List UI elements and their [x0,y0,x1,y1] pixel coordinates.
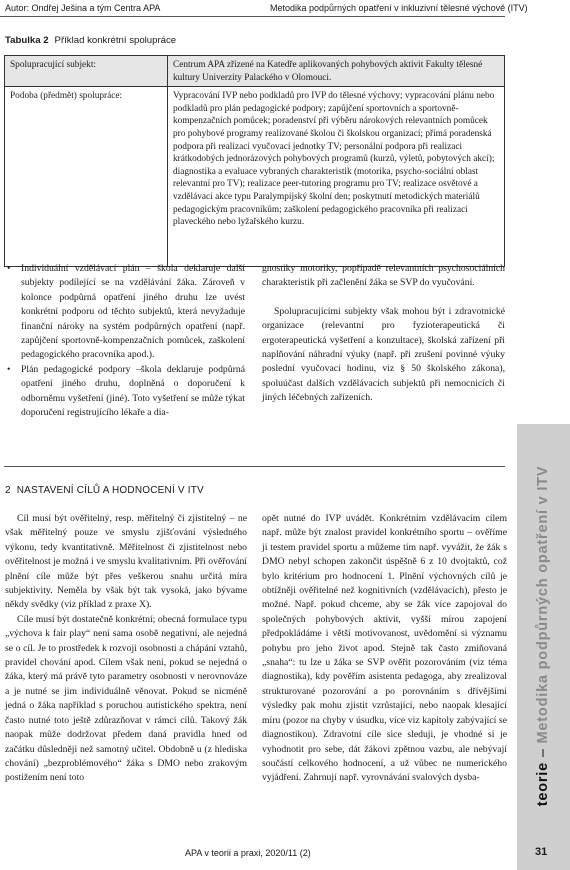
paragraph: gnostiky motoriky, popřípadě relevantních psychosociálních charakteristik při začlenění žáka se SVP do vyučování. [262,263,505,289]
bottom-left-column [5,512,247,786]
table-cell-key: Podoba (předmět) spolupráce: [5,87,168,267]
list-item: • Plán pedagogické podpory –škola deklaruje podpůrná opatření jiného druhu, doplněná o doporučení k odborněmu vyšetření (jiné). Toto vyšetření se může týkat doporučení registrujícího lékaře a dia- [5,363,245,421]
section-number: 2 [5,485,11,496]
paragraph: Cíle musí být dostatečně konkrétní; obecná formulace typu „výchova k fair play“ není sama osobě negativní, ale nejedná se o cíl. Je to prostředek k rozvoji osobnosti a chápání vztahů, pravidel chování apod. Cílem však není, pokud se nejedná o žáka, který má právě tyto parametry osobnosti v nerovnováze a je nutné se jim individuálně věnovat. Pokud se nicméně jedná o žáka například s poruchou autistického spektra, není často nutné toto ještě zdůrazňovat v rámci cílů. Takový žák naopak může dodržovat předem daná pravidla hned od začátku důsledněji než samotný učitel. Obdobně u (z hlediska chování) „bezproblémového“ žáka s DMO nebo zrakovým postižením není toto [5,613,247,784]
side-tab-word: teorie [535,762,551,807]
table-caption-text: Příklad konkrétní spolupráce [54,35,177,46]
page-number: 31 [535,846,548,858]
running-header-title: Metodika podpůrných opatření v inkluzivní tělesné výchově (ITV) [270,3,528,13]
side-tab-dash: – [535,748,551,758]
section-heading [5,485,204,496]
top-left-column [5,262,245,420]
bottom-right-column [262,512,507,786]
section-divider [4,466,505,467]
side-tab-label [535,466,551,807]
running-header-author: Autor: Ondřej Ješina a tým Centra APA [5,3,161,13]
list-item: • Individuální vzdělávací plán – škola deklaruje další subjekty podílející se na vzdělávání žáka. Zároveň v kolonce podpůrná opatření jiného druhu lze uvést konkrétní podporu od těchto subjektů, která nevyžaduje finanční nároky na systém podpůrných opatření (např. zapůjčení sportovně-kompenzačních pomůcek, zaškolení pedagogického pracovníka apod.). [5,262,245,363]
table-cell-key: Spolupracující subjekt: [5,56,168,87]
table-cell-value: Centrum APA zřízené na Katedře aplikovaných pohybových aktivit Fakulty tělesné kultury Univerzity Palackého v Olomouci. [168,56,505,87]
table-row [5,87,505,267]
table-row [5,56,505,87]
table-caption [5,35,176,46]
table-cell-value: Vypracování IVP nebo podkladů pro IVP do tělesné výchovy; vypracování plánu nebo podkladů pro plán pedagogické podpory; zapůjčení sportovních a sportovně-kompenzačních pomůcek; poradenství při výběru nárokových relevantních pomůcek pro pohybové programy realizované školou či školskou organizací; přímá poradenská podpora při realizaci vyučovací jednotky TV; personální podpora při realizaci krátkodobých jednorázových pohybových programů (kurzů, výletů, pobytových akcí); diagnostika a evaluace vybraných charakteristik (motorika, psycho-sociální oblast relevantní pro TV); realizace peer-tutoring programu pro TV; realizace osvětové a vzdělávací akce typu Paralympijský školní den; poskytnutí metodických materiálů pedagogickým pracovníkům; zaškolení pedagogického pracovníka při realizaci plaveckého nebo lyžařského kurzu. [168,87,505,267]
cooperation-table [4,55,505,267]
footer-journal: APA v teorii a praxi, 2020/11 (2) [185,848,311,858]
paragraph: Spolupracujícími subjekty však mohou být i zdravotnické organizace (relevantní pro fyzioterapeutická či ergoterapeutická vyšetření a konzultace), školská zařízení při naplňování náhradní výuky (např. při zrušení povinné výuky poslední vyučovací hodinu, viz § 50 školského zákona), spoluúčast dalších vzdělávacích subjektů při nemocnicích či jiných léčebných zařízeních. [262,305,505,404]
paragraph: opět nutné do IVP uvádět. Konkrétním vzdělávacím cílem např. může být znalost pravidel konkrétního sportu – ověříme ji testem pravidel sportu a můžeme tím např. vyvážit, že žák s DMO nebyl schopen zakončit úspěšně 6 z 10 dvojtaktů, což bylo kritérium pro hodnocení 1. Plnění výchovných cílů je obtížněji ověřitelné než kognitivních (vzdělávacích), přesto je možné. Např. pokud chceme, aby se žák více zapojoval do společných pohybových aktivit, vyšší mírou zapojení předpokládáme i větší motivovanost, uvědomění si významu pohybu pro jeho život apod. Stejně tak často zmiňovaná „snaha“: tu lze u žáka se SVP ověřit pozorováním (viz téma diagnostika), kdy pověřím asistenta pedagoga, aby zrealizoval strukturované pozorování a po porovnáním s dřívějšími výsledky pak mohu zjistit vzrůstající, nebo naopak klesající míru (pozor na chyby v úsudku, více viz kapitoly zabývající se diagnostikou). Zdravotní cíle sice sleduji, je vhodné si je vyhodnotit pro sebe, dát žákovi zpětnou vazbu, ale nebývají součástí celkového hodnocení, a už vůbec ne numerického vyjádření. Zahrnují např. vyrovnávání svalových dysba- [262,513,507,784]
header-divider [0,16,505,17]
paragraph: Cíl musí být ověřitelný, resp. měřitelný či zjistitelný – ne však měřitelný pouze ve smyslu zjišťování výsledného výkonu, tedy kvantitativně. Měřitelnost či zjistitelnost nebo ověřitelnost je možná i ve smyslu kvalitativním. Při ověřování plnění cíle může být přes veškerou snahu určitá míra subjektivity. Neměla by však být tak vysoká, jako bývame někdy svědky (viz příklad z praxe X). [5,513,247,611]
section-title: NASTAVENÍ CÍLŮ A HODNOCENÍ V ITV [16,485,204,496]
bullet-list [5,262,245,420]
side-tab-subtitle: Metodika podpůrných opatření v ITV [535,465,551,744]
top-right-column [262,262,505,406]
table-caption-label: Tabulka 2 [5,35,49,46]
